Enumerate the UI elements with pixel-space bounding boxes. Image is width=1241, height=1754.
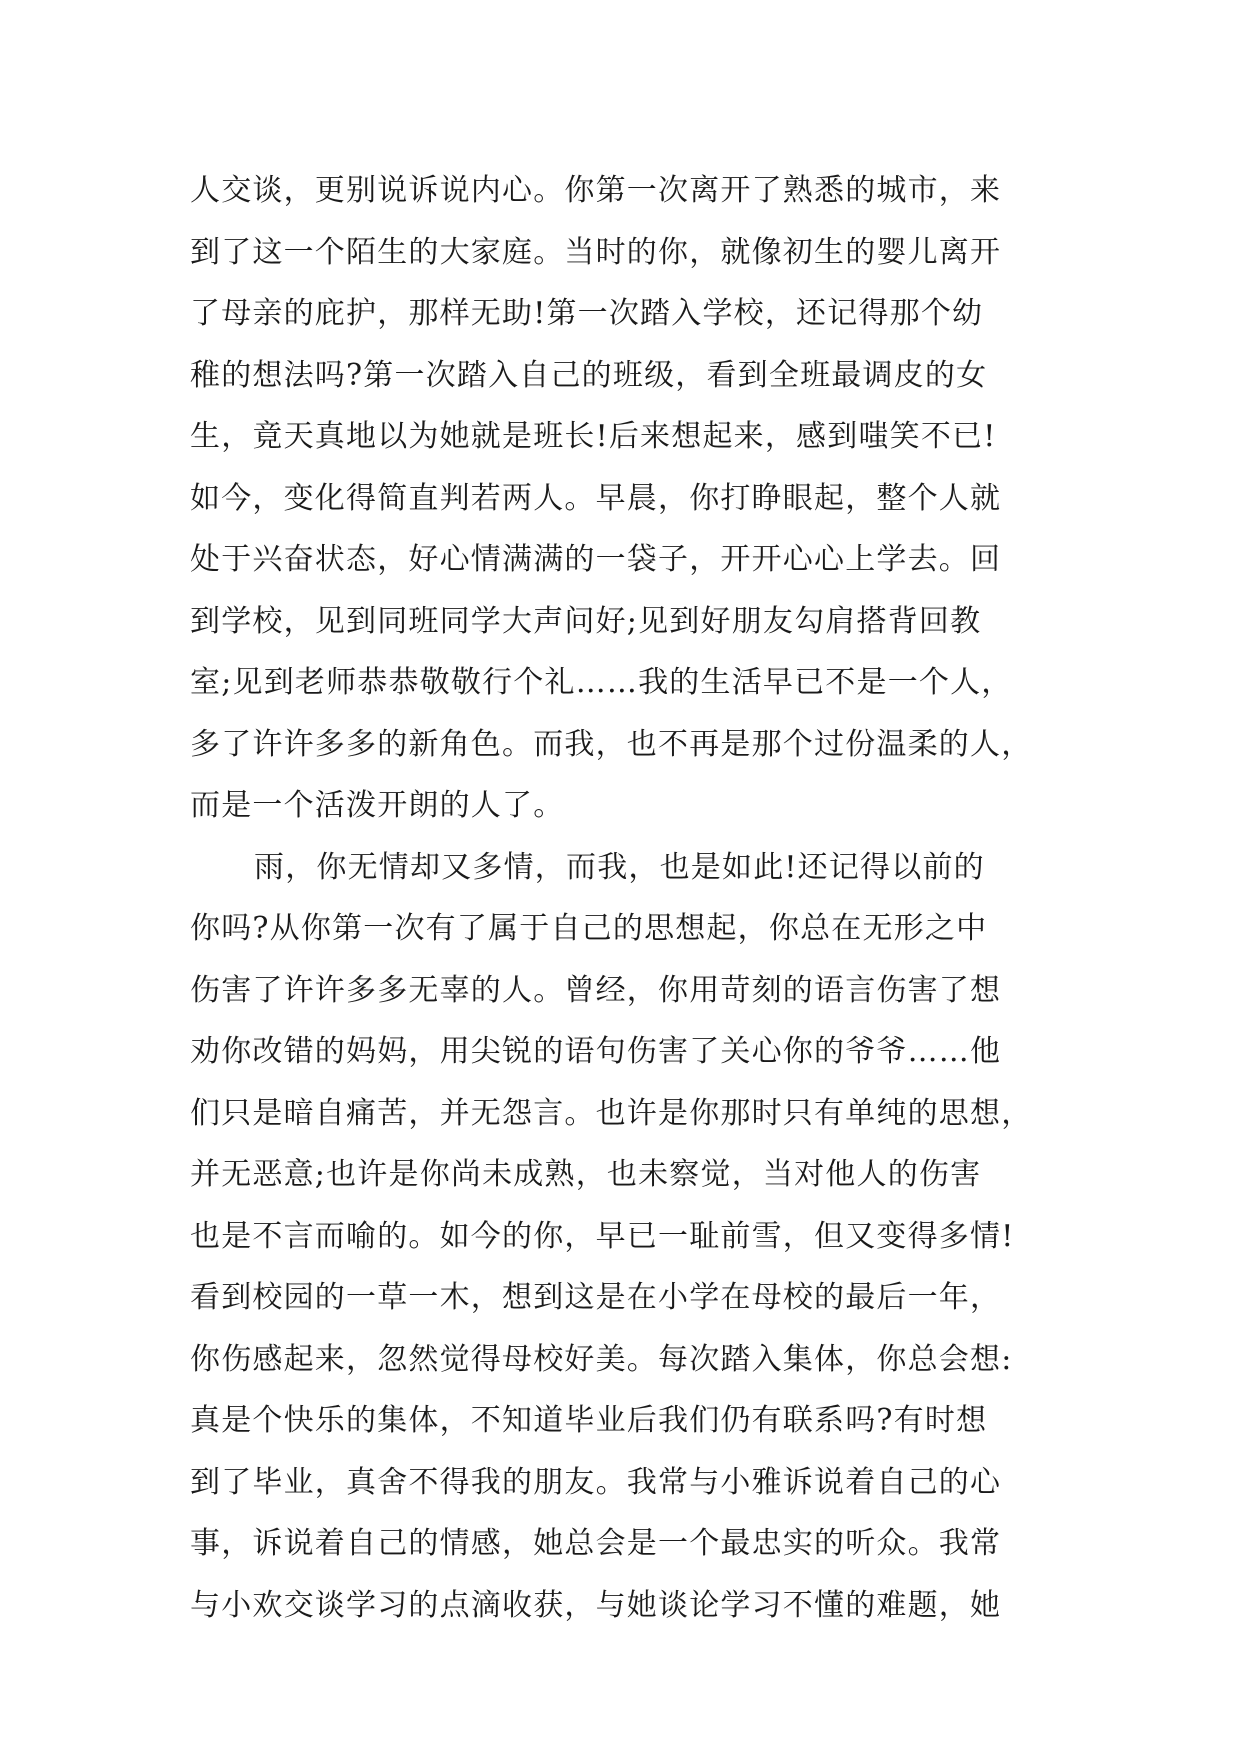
text-line-indented: 雨，你无情却又多情，而我，也是如此!还记得以前的: [254, 849, 985, 885]
text-line: 室;见到老师恭恭敬敬行个礼……我的生活早已不是一个人，: [190, 665, 1013, 700]
text-line: 看到校园的一草一木，想到这是在小学在母校的最后一年，: [190, 1280, 1002, 1315]
paragraph-1: [190, 160, 1070, 837]
text-line: 而是一个活泼开朗的人了。: [190, 788, 565, 823]
text-line: 如今，变化得简直判若两人。早晨，你打睁眼起，整个人就: [190, 480, 1002, 516]
body-text: [190, 160, 1070, 1636]
text-line: 到了这一个陌生的大家庭。当时的你，就像初生的婴儿离开: [190, 234, 1002, 270]
text-line: 人交谈，更别说诉说内心。你第一次离开了熟悉的城市，来: [190, 173, 1002, 208]
text-line: 你伤感起来，忽然觉得母校好美。每次踏入集体，你总会想:: [190, 1341, 1013, 1377]
text-line: 你吗?从你第一次有了属于自己的思想起，你总在无形之中: [190, 911, 988, 946]
text-line: 并无恶意;也许是你尚未成熟，也未察觉，当对他人的伤害: [190, 1157, 982, 1192]
text-line: 到了毕业，真舍不得我的朋友。我常与小雅诉说着自己的心: [190, 1464, 1002, 1500]
text-line: 伤害了许许多多无辜的人。曾经，你用苛刻的语言伤害了想: [190, 972, 1002, 1008]
text-line: 稚的想法吗?第一次踏入自己的班级，看到全班最调皮的女: [190, 357, 988, 393]
text-line: 到学校，见到同班同学大声问好;见到好朋友勾肩搭背回教: [190, 603, 982, 639]
text-line: 真是个快乐的集体，不知道毕业后我们仍有联系吗?有时想: [190, 1403, 988, 1438]
text-line: 生，竟天真地以为她就是班长!后来想起来，感到嗤笑不已!: [190, 419, 997, 454]
text-line: 事，诉说着自己的情感，她总会是一个最忠实的听众。我常: [190, 1526, 1002, 1561]
text-line: 与小欢交谈学习的点滴收获，与她谈论学习不懂的难题，她: [190, 1587, 1002, 1623]
text-line: 们只是暗自痛苦，并无怨言。也许是你那时只有单纯的思想，: [190, 1095, 1033, 1131]
text-line: 劝你改错的妈妈，用尖锐的语句伤害了关心你的爷爷……他: [190, 1034, 1002, 1069]
text-line: 了母亲的庇护，那样无助!第一次踏入学校，还记得那个幼: [190, 296, 984, 331]
text-line: 多了许许多多的新角色。而我，也不再是那个过份温柔的人，: [190, 726, 1033, 762]
paragraph-2: [190, 837, 1070, 1637]
text-line: 也是不言而喻的。如今的你，早已一耻前雪，但又变得多情!: [190, 1218, 1015, 1254]
text-line: 处于兴奋状态，好心情满满的一袋子，开开心心上学去。回: [190, 542, 1002, 577]
